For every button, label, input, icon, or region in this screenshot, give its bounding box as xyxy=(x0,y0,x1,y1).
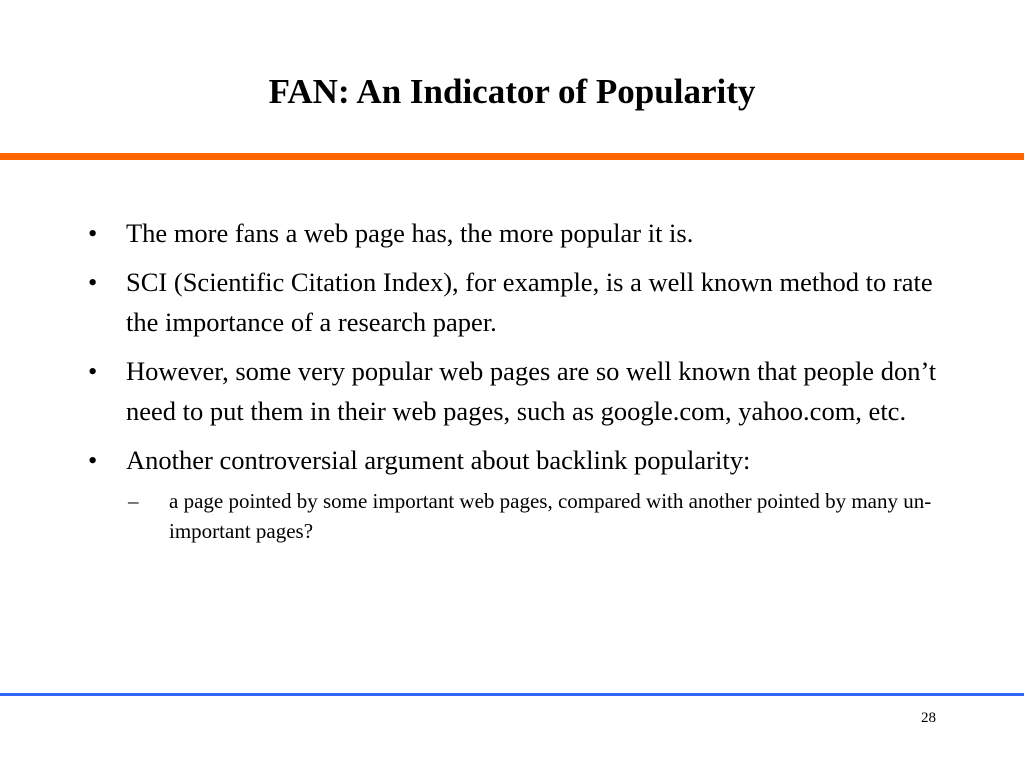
bullet-item xyxy=(83,440,953,480)
slide-title: FAN: An Indicator of Popularity xyxy=(268,72,756,111)
dash-icon: – xyxy=(128,489,139,513)
bullet-icon: • xyxy=(88,445,98,475)
bullet-text: However, some very popular web pages are so well known that people don’t need to put them in their web pages, such as google.com, yahoo.com, etc. xyxy=(126,356,937,426)
bullet-icon: • xyxy=(88,218,98,248)
sub-bullet-text: a page pointed by some important web pages, compared with another pointed by many un-important pages? xyxy=(169,489,932,543)
bullet-icon: • xyxy=(88,267,98,297)
bullet-item xyxy=(83,213,953,253)
sub-bullet-item xyxy=(126,486,953,546)
bullet-item xyxy=(83,262,953,342)
bullet-text: Another controversial argument about backlink popularity: xyxy=(126,445,751,475)
bullet-icon: • xyxy=(88,356,98,386)
bullet-text: The more fans a web page has, the more popular it is. xyxy=(126,218,694,248)
bullet-item xyxy=(83,351,953,431)
title-divider-orange xyxy=(0,153,1024,160)
bullet-list xyxy=(83,213,953,546)
page-number: 28 xyxy=(921,710,936,726)
bullet-text: SCI (Scientific Citation Index), for example, is a well known method to rate the importance of a research paper. xyxy=(126,267,933,337)
footer-divider-blue xyxy=(0,693,1024,696)
